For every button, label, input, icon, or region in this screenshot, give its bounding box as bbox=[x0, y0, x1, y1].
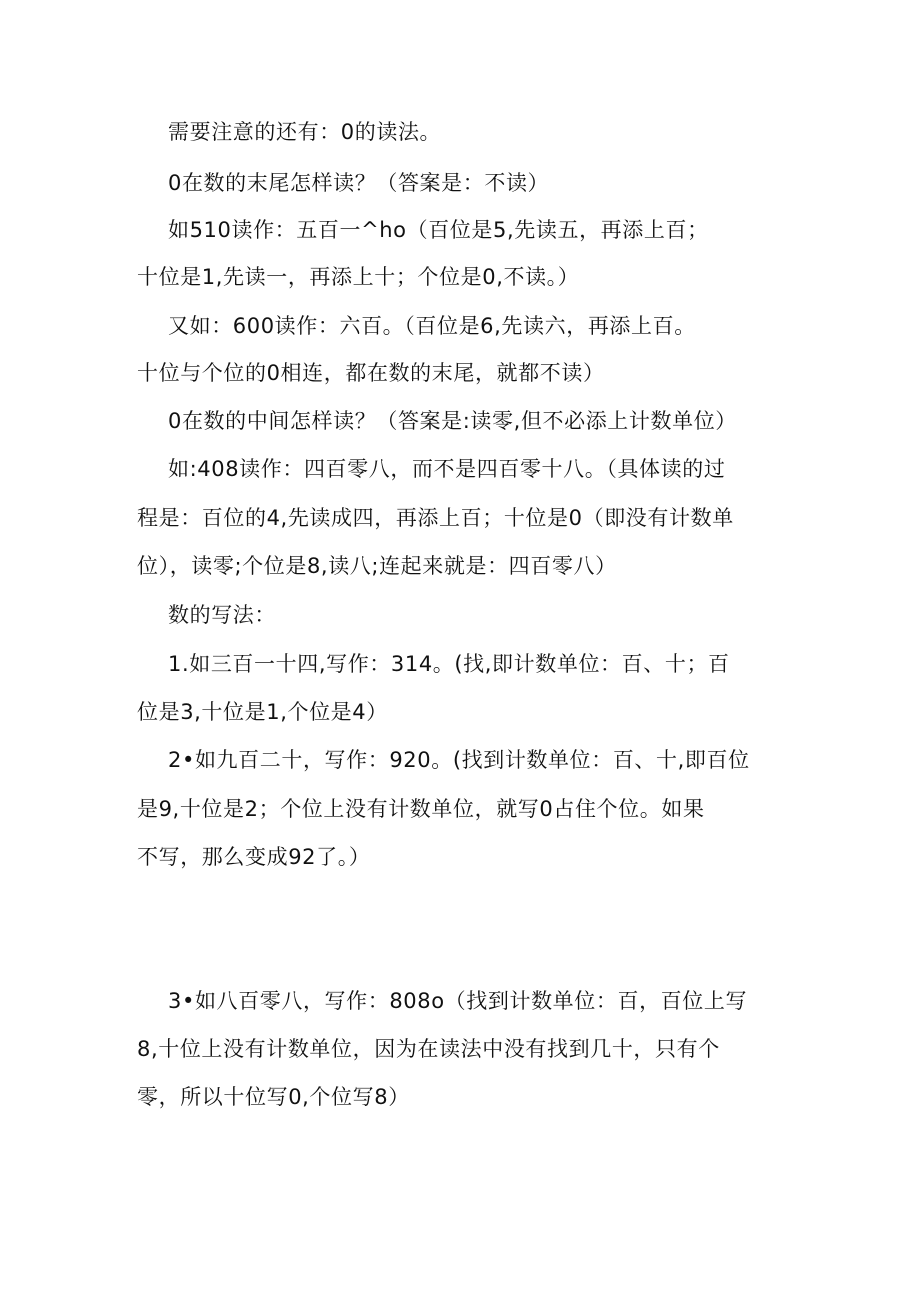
paragraph-line: 8,十位上没有计数单位，因为在读法中没有找到几十，只有个 bbox=[137, 1037, 720, 1061]
paragraph-line: 十位与个位的0相连，都在数的末尾，就都不读） bbox=[137, 361, 605, 385]
paragraph-line: 2•如九百二十，写作：920。(找到计数单位：百、十,即百位 bbox=[168, 748, 750, 772]
paragraph-line: 如:408读作：四百零八，而不是四百零十八。（具体读的过 bbox=[168, 457, 726, 481]
paragraph-line: 需要注意的还有：0的读法。 bbox=[168, 120, 442, 144]
paragraph-line: 位），读零;个位是8,读八;连起来就是：四百零八） bbox=[137, 554, 617, 578]
paragraph-line: 是9,十位是2；个位上没有计数单位，就写0占住个位。如果 bbox=[137, 797, 705, 821]
paragraph-line: 程是：百位的4,先读成四，再添上百；十位是0（即没有计数单 bbox=[137, 506, 734, 530]
paragraph-line: 零，所以十位写0,个位写8） bbox=[137, 1085, 410, 1109]
paragraph-line: 0在数的末尾怎样读？（答案是：不读） bbox=[168, 171, 550, 195]
paragraph-line: 又如：600读作：六百。（百位是6,先读六，再添上百。 bbox=[168, 314, 696, 338]
section-heading: 数的写法： bbox=[168, 603, 276, 627]
paragraph-line: 如510读作：五百一^ho（百位是5,先读五，再添上百； bbox=[168, 218, 709, 242]
paragraph-line: 不写，那么变成92了。） bbox=[137, 845, 371, 869]
paragraph-line: 1.如三百一十四,写作：314。(找,即计数单位：百、十；百 bbox=[168, 652, 730, 676]
paragraph-line: 3•如八百零八，写作：808o（找到计数单位：百，百位上写 bbox=[168, 989, 748, 1013]
paragraph-line: 位是3,十位是1,个位是4） bbox=[137, 700, 388, 724]
paragraph-line: 0在数的中间怎样读？（答案是:读零,但不必添上计数单位） bbox=[168, 409, 737, 433]
paragraph-line: 十位是1,先读一，再添上十；个位是0,不读。） bbox=[137, 265, 580, 289]
